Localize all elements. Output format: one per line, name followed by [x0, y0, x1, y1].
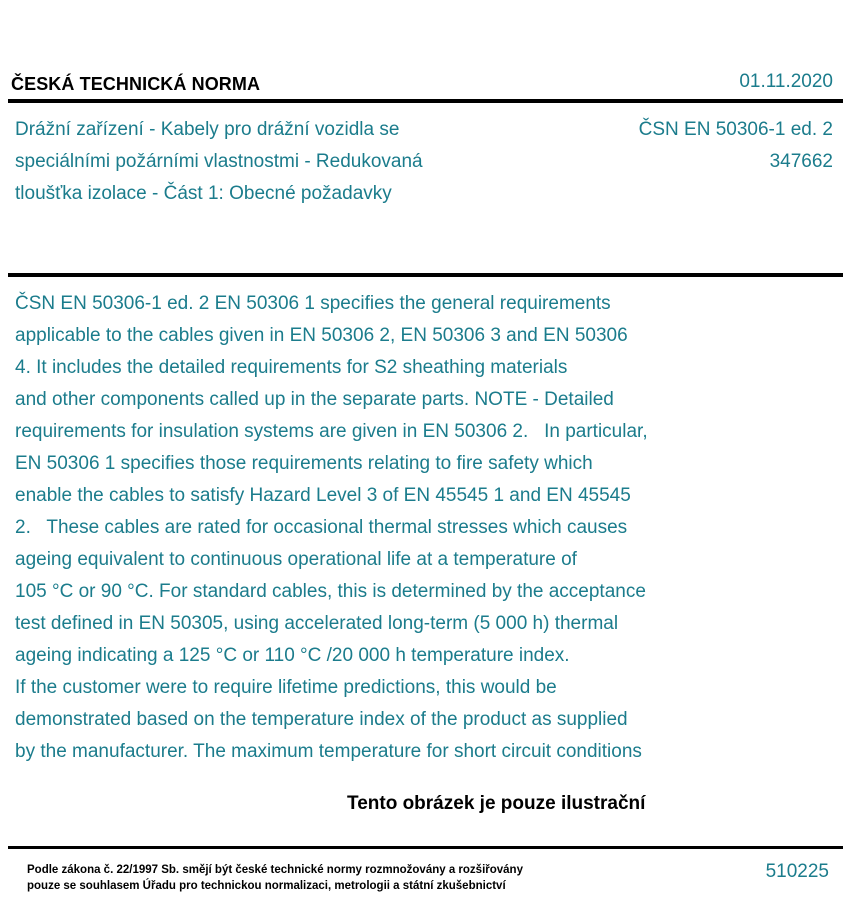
abstract-line: If the customer were to require lifetime predictions, this would be: [15, 677, 557, 698]
abstract-line: 4. It includes the detailed requirements for S2 sheathing materials: [15, 357, 568, 378]
legal-notice: [27, 862, 523, 894]
abstract-line: requirements for insulation systems are given in EN 50306 2. In particular,: [15, 421, 648, 442]
abstract-line: 2. These cables are rated for occasional thermal stresses which causes: [15, 517, 628, 538]
abstract-line: demonstrated based on the temperature index of the product as supplied: [15, 709, 628, 730]
illustration-note: Tento obrázek je pouze ilustrační: [347, 793, 646, 814]
standard-title-line: Drážní zařízení - Kabely pro drážní vozidla se: [15, 119, 400, 140]
abstract-line: EN 50306 1 specifies those requirements relating to fire safety which: [15, 453, 593, 474]
abstract-line: ageing indicating a 125 °C or 110 °C /20 000 h temperature index.: [15, 645, 570, 666]
publication-date: 01.11.2020: [739, 71, 833, 92]
abstract-text: [15, 288, 648, 768]
abstract-line: enable the cables to satisfy Hazard Level 3 of EN 45545 1 and EN 45545: [15, 485, 631, 506]
abstract-line: and other components called up in the separate parts. NOTE - Detailed: [15, 389, 614, 410]
abstract-line: ČSN EN 50306-1 ed. 2 EN 50306 1 specifies the general requirements: [15, 293, 611, 314]
legal-notice-line: Podle zákona č. 22/1997 Sb. smějí být české technické normy rozmnožovány a rozšiřovány: [27, 864, 523, 876]
abstract-line: 105 °C or 90 °C. For standard cables, this is determined by the acceptance: [15, 581, 646, 602]
footer-rule: [8, 846, 843, 849]
section-rule: [8, 273, 843, 277]
standard-title-line: tloušťka izolace - Část 1: Obecné požadavky: [15, 183, 392, 204]
abstract-line: by the manufacturer. The maximum temperature for short circuit conditions: [15, 741, 642, 762]
abstract-line: ageing equivalent to continuous operational life at a temperature of: [15, 549, 577, 570]
standard-title: [15, 114, 423, 210]
abstract-line: applicable to the cables given in EN 50306 2, EN 50306 3 and EN 50306: [15, 325, 628, 346]
document-number: 510225: [765, 861, 829, 882]
header-rule: [8, 99, 843, 103]
standard-title-line: speciálními požárními vlastnostmi - Redukovaná: [15, 151, 423, 172]
standard-identifier: [639, 114, 833, 178]
class-number: 347662: [769, 151, 833, 172]
standard-code: ČSN EN 50306-1 ed. 2: [638, 119, 833, 140]
abstract-line: test defined in EN 50305, using accelerated long-term (5 000 h) thermal: [15, 613, 619, 634]
legal-notice-line: pouze se souhlasem Úřadu pro technickou normalizaci, metrologii a státní zkušebnictví: [27, 880, 506, 892]
document-heading: ČESKÁ TECHNICKÁ NORMA: [11, 74, 261, 94]
